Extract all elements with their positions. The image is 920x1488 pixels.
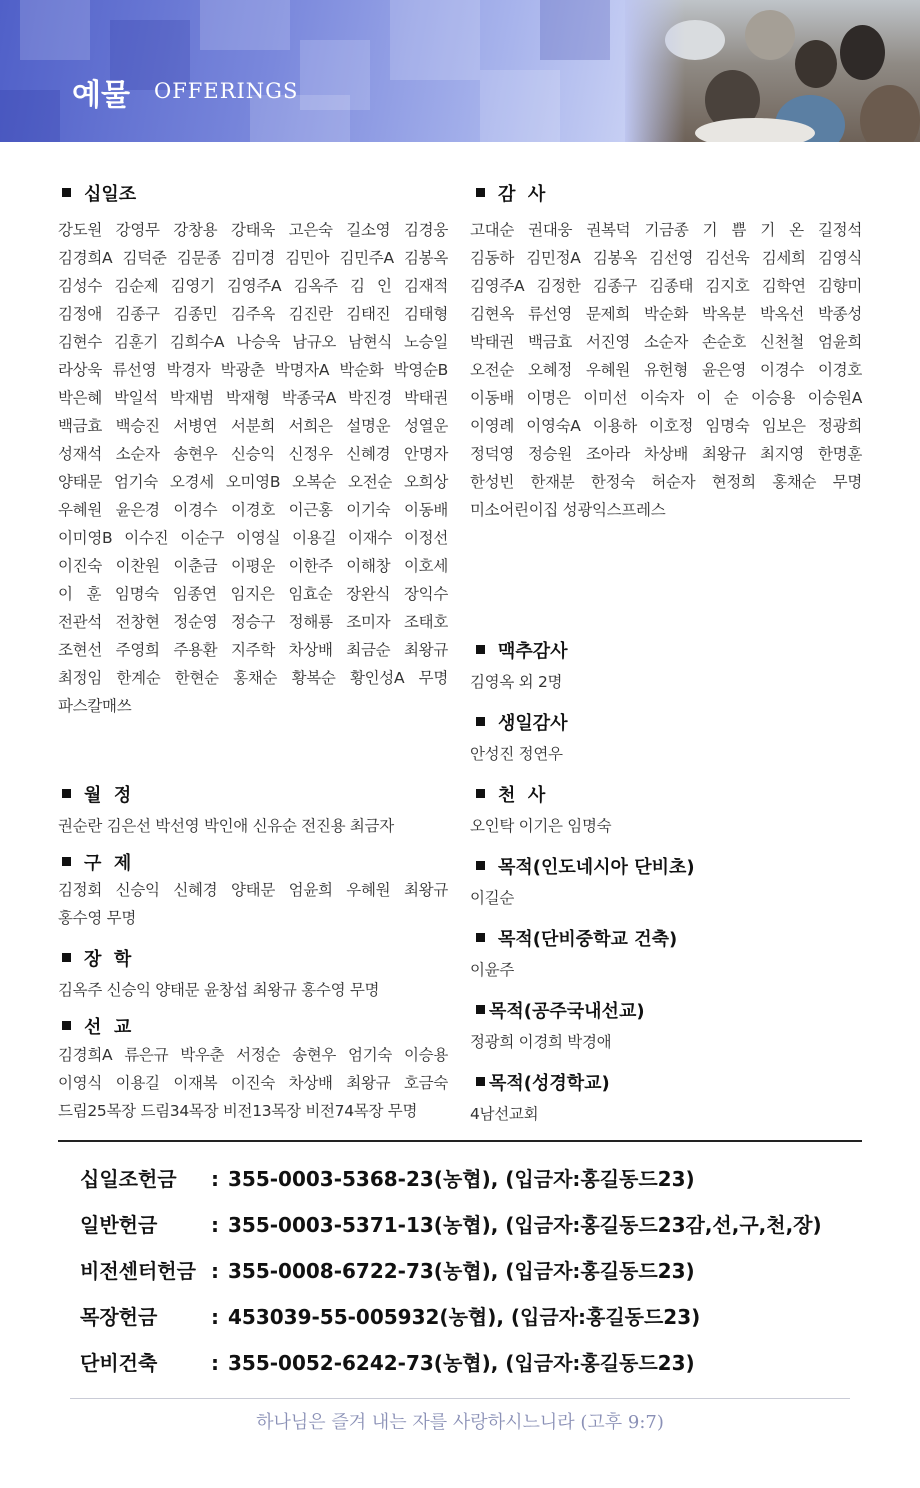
- fellowship-photo: [625, 0, 920, 142]
- name-line: 조현선 주영희 주용환 지주학 차상배 최금순 최왕규: [58, 641, 448, 659]
- name-line: 라상욱 류선영 박경자 박광춘 박명자A 박순화 박영순B: [58, 361, 448, 379]
- name-line: 한성빈 한재분 한정숙 허순자 현정희 홍채순 무명: [470, 473, 862, 491]
- name-line: 홍수영 무명: [58, 909, 136, 927]
- name-line: 강도원 강영무 강창용 강태욱 고은숙 길소영 김경웅: [58, 221, 448, 239]
- purpose-indonesia-heading: 목적(인도네시아 단비초): [476, 853, 695, 879]
- account-row-cell-group: [80, 1301, 700, 1330]
- account-number: 355-0052-6242-73(농협), (입금자:홍길동드23): [228, 1351, 695, 1375]
- name-line: 김성수 김순제 김영기 김영주A 김옥주 김 인 김재적: [58, 277, 448, 295]
- name-line: 김정애 김종구 김종민 김주옥 김진란 김태진 김태형: [58, 305, 448, 323]
- relief-names: [58, 876, 448, 932]
- name-line: 김동하 김민정A 김봉옥 김선영 김선욱 김세희 김영식: [470, 249, 862, 267]
- angel-names: 오인탁 이기은 임명숙: [470, 817, 612, 835]
- name-line: 이 훈 임명숙 임종연 임지은 임효순 장완식 장익수: [58, 585, 448, 603]
- account-label: 단비건축: [80, 1351, 158, 1375]
- thanks-names: [470, 216, 862, 524]
- footer-divider: [70, 1398, 850, 1399]
- name-line: 김경희A 류은규 박우춘 서정순 송현우 엄기숙 이승용: [58, 1046, 448, 1064]
- name-line: 오전순 오혜정 우혜원 유헌형 윤은영 이경수 이경호: [470, 361, 862, 379]
- banner-tile: [200, 0, 290, 50]
- thanks-heading: 감 사: [476, 180, 545, 206]
- bullet-square-icon: [476, 789, 485, 798]
- name-line: 미소어린이집 성광익스프레스: [470, 501, 666, 519]
- purpose-school-names: 이윤주: [470, 961, 515, 979]
- bullet-square-icon: [476, 861, 485, 870]
- purpose-gongju-heading: 목적(공주국내선교): [476, 997, 645, 1023]
- banner-tile: [0, 90, 60, 142]
- bullet-square-icon: [476, 717, 485, 726]
- page-title: 예물: [72, 78, 130, 113]
- name-line: 이동배 이명은 이미선 이숙자 이 순 이승용 이승원A: [470, 389, 862, 407]
- name-line: 양태문 엄기숙 오경세 오미영B 오복순 오전순 오희상: [58, 473, 448, 491]
- banner-tile: [480, 70, 560, 142]
- mission-names: [58, 1041, 448, 1125]
- bullet-square-icon: [476, 1005, 485, 1014]
- page-subtitle: OFFERINGS: [154, 79, 299, 103]
- bullet-square-icon: [476, 645, 485, 654]
- name-line: 최정임 한계순 한현순 홍채순 황복순 황인성A 무명: [58, 669, 448, 687]
- bullet-square-icon: [62, 953, 71, 962]
- bullet-square-icon: [62, 188, 71, 197]
- purpose-bible-school-names: 4남선교회: [470, 1105, 539, 1123]
- account-label: 목장헌금: [80, 1305, 158, 1329]
- name-line: 김현수 김훈기 김희수A 나승욱 남규오 남현식 노승일: [58, 333, 448, 351]
- name-line: 성재석 소순자 송현우 신승익 신정우 신혜경 안명자: [58, 445, 448, 463]
- section-divider: [58, 1140, 862, 1142]
- name-line: 파스칼매쓰: [58, 697, 132, 715]
- photo-detail: [795, 40, 837, 88]
- name-line: 드림25목장 드림34목장 비전13목장 비전74목장 무명: [58, 1102, 418, 1120]
- account-row-tithe: [80, 1163, 695, 1192]
- bullet-square-icon: [476, 188, 485, 197]
- tithe-heading: 십일조: [62, 180, 136, 206]
- angel-heading: 천 사: [476, 781, 545, 807]
- account-number: 355-0003-5368-23(농협), (입금자:홍길동드23): [228, 1167, 695, 1191]
- bullet-square-icon: [476, 1077, 485, 1086]
- account-row-general: [80, 1209, 822, 1238]
- relief-heading: 구 제: [62, 849, 131, 875]
- wheat-harvest-heading: 맥추감사: [476, 637, 568, 663]
- account-number: 355-0003-5371-13(농협), (입금자:홍길동드23감,선,구,천,장): [228, 1213, 822, 1237]
- name-line: 전관석 전창현 정순영 정승구 정해룡 조미자 조태호: [58, 613, 448, 631]
- name-line: 백금효 백승진 서병연 서분희 서희은 설명운 성열운: [58, 417, 448, 435]
- account-row-vision-center: [80, 1255, 695, 1284]
- photo-detail: [665, 20, 725, 60]
- photo-detail: [745, 10, 795, 60]
- account-label: 십일조헌금: [80, 1167, 177, 1191]
- account-colon: :: [211, 1305, 219, 1329]
- name-line: 고대순 권대웅 권복덕 기금종 기 쁨 기 온 길정석: [470, 221, 862, 239]
- purpose-school-heading: 목적(단비중학교 건축): [476, 925, 677, 951]
- bullet-square-icon: [62, 789, 71, 798]
- scholarship-names: 김옥주 신승익 양태문 윤창섭 최왕규 홍수영 무명: [58, 981, 380, 999]
- bullet-square-icon: [476, 933, 485, 942]
- photo-detail: [860, 85, 920, 142]
- header-banner: [0, 0, 920, 142]
- photo-detail: [695, 118, 815, 142]
- banner-tile: [390, 0, 480, 80]
- banner-tile: [540, 0, 610, 60]
- purpose-indonesia-names: 이길순: [470, 889, 515, 907]
- name-line: 이진숙 이찬원 이춘금 이평운 이한주 이해창 이호세: [58, 557, 448, 575]
- bible-verse: 하나님은 즐겨 내는 자를 사랑하시느니라 (고후 9:7): [256, 1412, 664, 1433]
- birthday-names: 안성진 정연우: [470, 745, 563, 763]
- account-colon: :: [211, 1213, 219, 1237]
- account-row-danbi-building: [80, 1347, 695, 1376]
- purpose-bible-school-heading: 목적(성경학교): [476, 1069, 610, 1095]
- monthly-heading: 월 정: [62, 781, 131, 807]
- birthday-heading: 생일감사: [476, 709, 568, 735]
- account-colon: :: [211, 1351, 219, 1375]
- name-line: 김정회 신승익 신혜경 양태문 엄윤희 우혜원 최왕규: [58, 881, 448, 899]
- name-line: 이미영B 이수진 이순구 이영실 이용길 이재수 이정선: [58, 529, 448, 547]
- banner-tile: [20, 0, 90, 60]
- bullet-square-icon: [62, 1021, 71, 1030]
- wheat-harvest-names: 김영옥 외 2명: [470, 673, 563, 691]
- name-line: 이영례 이영숙A 이용하 이호정 임명숙 임보은 정광희: [470, 417, 862, 435]
- mission-heading: 선 교: [62, 1013, 131, 1039]
- account-colon: :: [211, 1167, 219, 1191]
- bullet-square-icon: [62, 857, 71, 866]
- name-line: 김경희A 김덕준 김문종 김미경 김민아 김민주A 김봉옥: [58, 249, 448, 267]
- name-line: 김영주A 김정한 김종구 김종태 김지호 김학연 김향미: [470, 277, 862, 295]
- purpose-gongju-names: 정광희 이경희 박경애: [470, 1033, 612, 1051]
- account-number: 453039-55-005932(농협), (입금자:홍길동드23): [228, 1305, 701, 1329]
- account-label: 비전센터헌금: [80, 1259, 196, 1283]
- name-line: 김현옥 류선영 문제희 박순화 박옥분 박옥선 박종성: [470, 305, 862, 323]
- monthly-names: 권순란 김은선 박선영 박인애 신유순 전진용 최금자: [58, 817, 394, 835]
- name-line: 정덕영 정승원 조아라 차상배 최왕규 최지영 한명훈: [470, 445, 862, 463]
- tithe-names: [58, 216, 448, 720]
- name-line: 박태권 백금효 서진영 소순자 손순호 신천철 엄윤희: [470, 333, 862, 351]
- account-colon: :: [211, 1259, 219, 1283]
- photo-detail: [840, 25, 885, 80]
- scholarship-heading: 장 학: [62, 945, 131, 971]
- name-line: 우혜원 윤은경 이경수 이경호 이근홍 이기숙 이동배: [58, 501, 448, 519]
- name-line: 이영식 이용길 이재복 이진숙 차상배 최왕규 호금숙: [58, 1074, 448, 1092]
- name-line: 박은혜 박일석 박재범 박재형 박종국A 박진경 박태권: [58, 389, 448, 407]
- account-number: 355-0008-6722-73(농협), (입금자:홍길동드23): [228, 1259, 695, 1283]
- account-label: 일반헌금: [80, 1213, 158, 1237]
